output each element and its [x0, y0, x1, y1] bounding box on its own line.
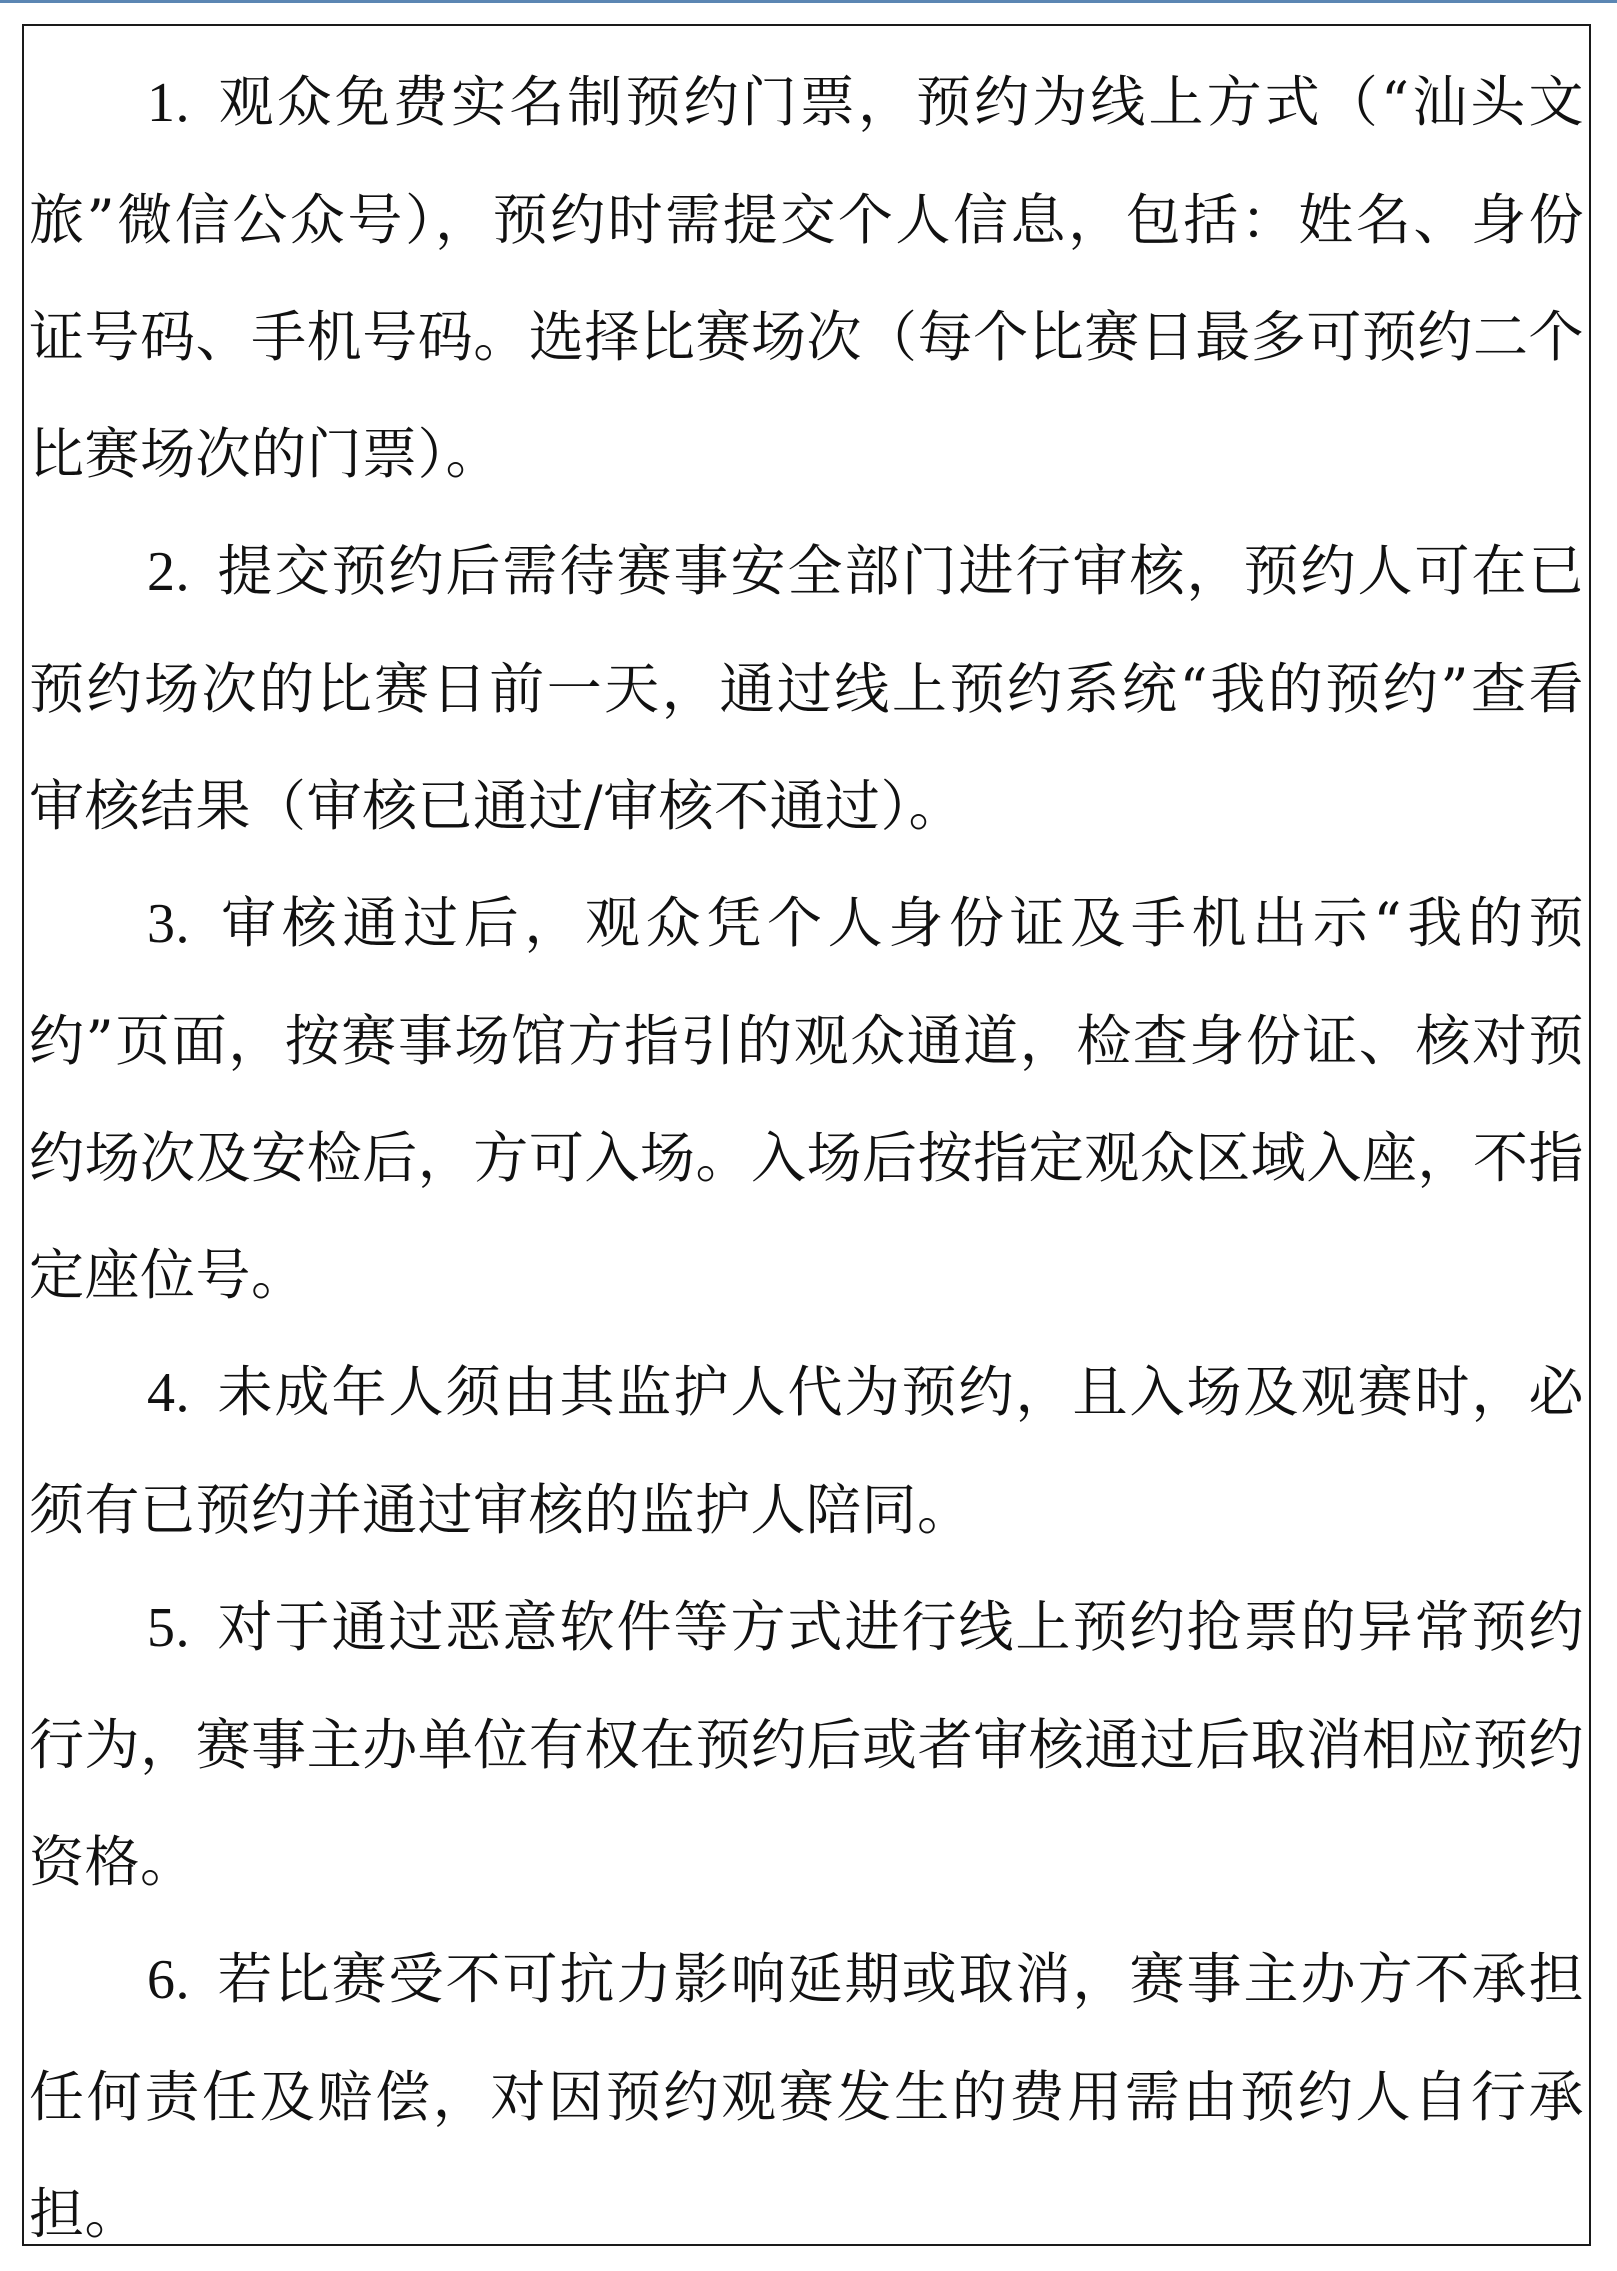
- rule-item-1: [29, 44, 1584, 513]
- rule-item-4: [29, 1334, 1584, 1569]
- rule-text: 审核通过后，观众凭个人身份证及手机出示“我的预约”页面，按赛事场馆方指引的观众通道，检查身份证、核对预约场次及安检后，方可入场。入场后按指定观众区域入座，不指定座位号。: [29, 891, 1584, 1307]
- rule-text: 提交预约后需待赛事安全部门进行审核，预约人可在已预约场次的比赛日前一天，通过线上预约系统“我的预约”查看审核结果（审核已通过/审核不通过）。: [29, 539, 1584, 838]
- rule-number: 6: [147, 1949, 176, 2011]
- rule-number: 3: [147, 893, 176, 955]
- rule-number: 2: [147, 541, 176, 603]
- rule-number-dot: .: [175, 1949, 190, 2011]
- rule-number: 4: [147, 1362, 176, 1424]
- rule-item-2: [29, 513, 1584, 865]
- rule-number-dot: .: [175, 1597, 190, 1659]
- rule-list: [24, 44, 1589, 2246]
- top-border-line: [0, 0, 1617, 3]
- rule-number-dot: .: [175, 72, 190, 134]
- rule-item-5: [29, 1569, 1584, 1921]
- rule-text: 若比赛受不可抗力影响延期或取消，赛事主办方不承担任何责任及赔偿，对因预约观赛发生的费用需由预约人自行承担。: [29, 1947, 1584, 2246]
- rule-number: 1: [147, 72, 176, 134]
- rule-text: 观众免费实名制预约门票，预约为线上方式（“汕头文旅”微信公众号），预约时需提交个人信息，包括：姓名、身份证号码、手机号码。选择比赛场次（每个比赛日最多可预约二个比赛场次的门票）。: [29, 70, 1584, 486]
- document-frame: [22, 24, 1591, 2246]
- rule-number: 5: [147, 1597, 176, 1659]
- rule-number-dot: .: [175, 541, 190, 603]
- rule-number-dot: .: [175, 1362, 190, 1424]
- rule-item-6: [29, 1921, 1584, 2246]
- rule-text: 未成年人须由其监护人代为预约，且入场及观赛时，必须有已预约并通过审核的监护人陪同。: [29, 1360, 1584, 1542]
- rule-number-dot: .: [175, 893, 190, 955]
- rule-item-3: [29, 865, 1584, 1334]
- rule-text: 对于通过恶意软件等方式进行线上预约抢票的异常预约行为，赛事主办单位有权在预约后或者审核通过后取消相应预约资格。: [29, 1595, 1584, 1894]
